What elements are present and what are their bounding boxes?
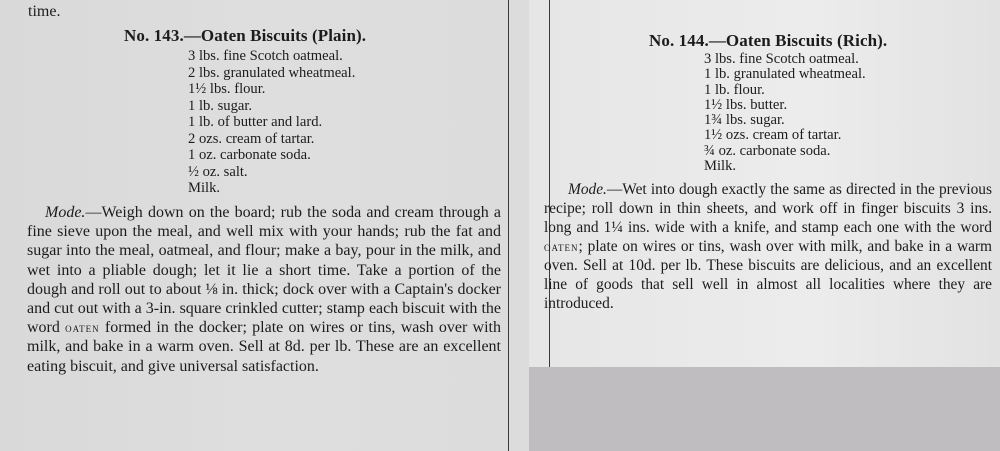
recipe-number: No. 144. [649, 31, 709, 50]
recipe-number: No. 143. [124, 26, 184, 45]
ingredient-item: 1½ lbs. butter. [704, 96, 788, 113]
column-rule [508, 0, 509, 451]
mode-label: Mode. [45, 204, 86, 221]
ingredient-item: 1¾ lbs. sugar. [704, 112, 785, 129]
ingredient-item: Milk. [188, 180, 221, 196]
ingredient-list [188, 48, 355, 197]
ingredient-item: 1 lb. of butter and lard. [188, 114, 323, 130]
ingredient-item: ½ oz. salt. [188, 163, 248, 180]
ingredient-item: 1½ ozs. cream of tartar. [704, 127, 842, 144]
ingredient-item: ¾ oz. carbonate soda. [704, 142, 831, 159]
stamp-word: oaten [65, 320, 100, 336]
mode-label: Mode. [568, 181, 607, 198]
method-text: formed in the docker; plate on wires or tins, wash over with milk, and bake in a warm oven. Sell at 8d. per lb. These are an excellent eating biscuit, and give universal satisfaction. [27, 319, 501, 375]
method-text: —Wet into dough exactly the same as directed in the previous recipe; roll down in thin sheets, and work off in finger biscuits 3 ins. long and 1¼ ins. wide with a knife, and stamp each one with the word [544, 181, 992, 236]
ingredient-item: 1½ lbs. flour. [188, 81, 266, 97]
stamp-word: oaten [544, 239, 579, 254]
method-text: ; plate on wires or tins, wash over with milk, and bake in a warm oven. Sell at 10d. per lb. These biscuits are delicious, and an excellent line of goods that sell well in almost all localities where they are introduced. [544, 238, 992, 312]
ingredient-list [704, 52, 866, 174]
recipe-title: —Oaten Biscuits (Plain). [183, 26, 367, 45]
recipe-title: —Oaten Biscuits (Rich). [708, 31, 888, 50]
ingredient-item: 2 lbs. granulated wheatmeal. [188, 64, 356, 81]
right-page-scan [529, 0, 1000, 367]
ingredient-item: 1 lb. granulated wheatmeal. [704, 66, 866, 83]
ingredient-item: 1 oz. carbonate soda. [188, 147, 311, 163]
ingredient-item: 1 lb. flour. [704, 81, 765, 98]
method-text: —Weigh down on the board; rub the soda and cream through a fine sieve upon the meal, and well mix with your hands; rub the fat and sugar into the meal, oatmeal, and flour; make a bay, pour in the milk, and wet into a pliable dough; let it lie a short time. Take a portion of the dough and roll out to about ⅛ in. thick; dock over with a Captain's docker and cut out with a 3-in. square crinkled cutter; stamp each biscuit with the word [27, 204, 501, 337]
carryover-text: time. [28, 3, 61, 20]
recipe-heading-144 [649, 31, 887, 51]
ingredient-item: 1 lb. sugar. [188, 97, 253, 114]
ingredient-item: 3 lbs. fine Scotch oatmeal. [704, 51, 859, 67]
ingredient-item: Milk. [704, 158, 737, 175]
ingredient-item: 3 lbs. fine Scotch oatmeal. [188, 48, 343, 64]
ingredient-item: 2 ozs. cream of tartar. [188, 130, 315, 147]
method-paragraph [544, 180, 992, 313]
recipe-heading-143 [124, 26, 366, 46]
method-paragraph [27, 203, 501, 376]
